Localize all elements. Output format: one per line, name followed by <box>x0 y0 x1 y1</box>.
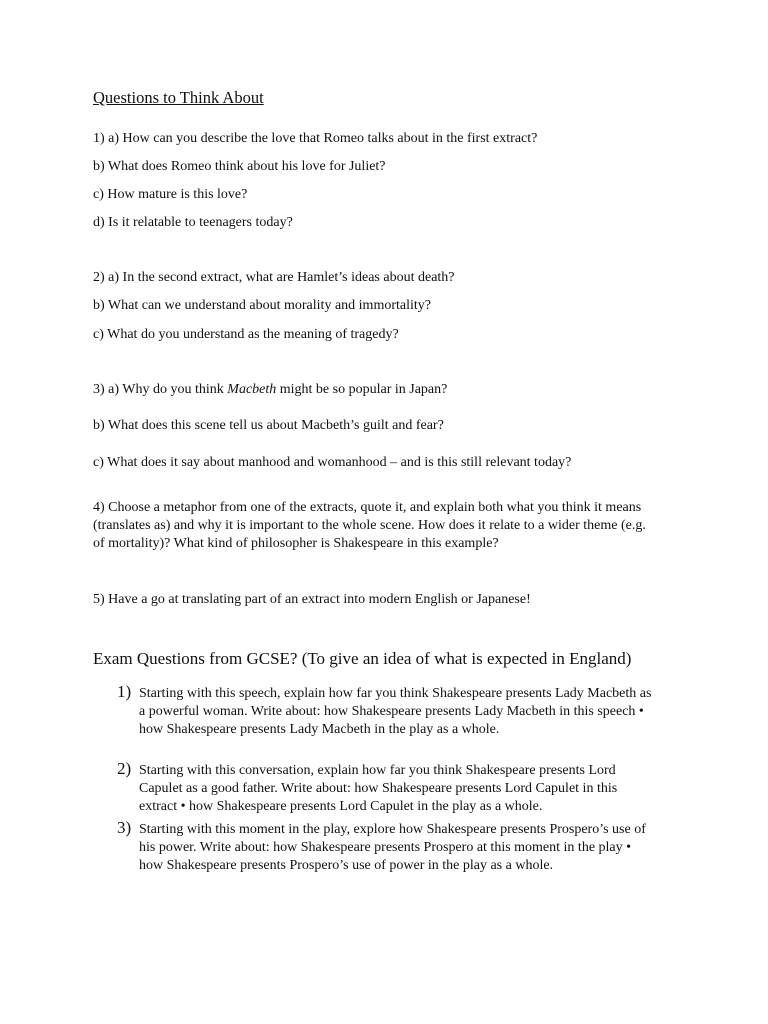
exam-question-text: Starting with this conversation, explain how far you think Shakespeare presents Lord Capulet as a good father. Write about: how Shakespeare presents Lord Capulet in this extract • how Shakespeare presents Lord Capulet in the play as a whole. <box>139 763 618 814</box>
question-3c: c) What does it say about manhood and womanhood – and is this still relevant today? <box>93 455 572 470</box>
question-5: 5) Have a go at translating part of an extract into modern English or Japanese! <box>93 592 531 607</box>
exam-question-number: 2) <box>117 759 132 778</box>
question-1d: d) Is it relatable to teenagers today? <box>93 215 293 230</box>
exam-question-text: Starting with this speech, explain how far you think Shakespeare presents Lady Macbeth as a powerful woman. Write about: how Shakespeare presents Lady Macbeth in this speech • how Shakespeare presents Lady Macbeth in the play as a whole. <box>139 686 652 737</box>
exam-section-heading: Exam Questions from GCSE? (To give an idea of what is expected in England) <box>93 649 632 668</box>
question-3b: b) What does this scene tell us about Macbeth’s guilt and fear? <box>93 418 444 433</box>
question-2b: b) What can we understand about morality and immortality? <box>93 298 431 313</box>
question-1a: 1) a) How can you describe the love that Romeo talks about in the first extract? <box>93 131 538 146</box>
question-1b: b) What does Romeo think about his love for Juliet? <box>93 159 386 174</box>
exam-question-number: 1) <box>117 682 132 701</box>
question-3a-suffix: might be so popular in Japan? <box>276 382 448 397</box>
question-3a <box>93 381 447 399</box>
question-4: 4) Choose a metaphor from one of the extracts, quote it, and explain both what you think it means (translates as) and why it is important to the whole scene. How does it relate to a wider theme (e.g. of mortality)? What kind of philosopher is Shakespeare in this example? <box>93 500 646 551</box>
play-title-macbeth: Macbeth <box>227 382 277 397</box>
question-2c: c) What do you understand as the meaning of tragedy? <box>93 327 399 342</box>
exam-question-number: 3) <box>117 818 132 837</box>
section-heading: Questions to Think About <box>93 88 264 107</box>
exam-question-text: Starting with this moment in the play, explore how Shakespeare presents Prospero’s use of his power. Write about: how Shakespeare presents Prospero at this moment in the play • how Shakespeare presents Prospero’s use of power in the play as a whole. <box>139 822 646 873</box>
question-2a: 2) a) In the second extract, what are Hamlet’s ideas about death? <box>93 270 455 285</box>
question-1c: c) How mature is this love? <box>93 187 248 202</box>
question-3a-prefix: 3) a) Why do you think <box>93 382 228 397</box>
